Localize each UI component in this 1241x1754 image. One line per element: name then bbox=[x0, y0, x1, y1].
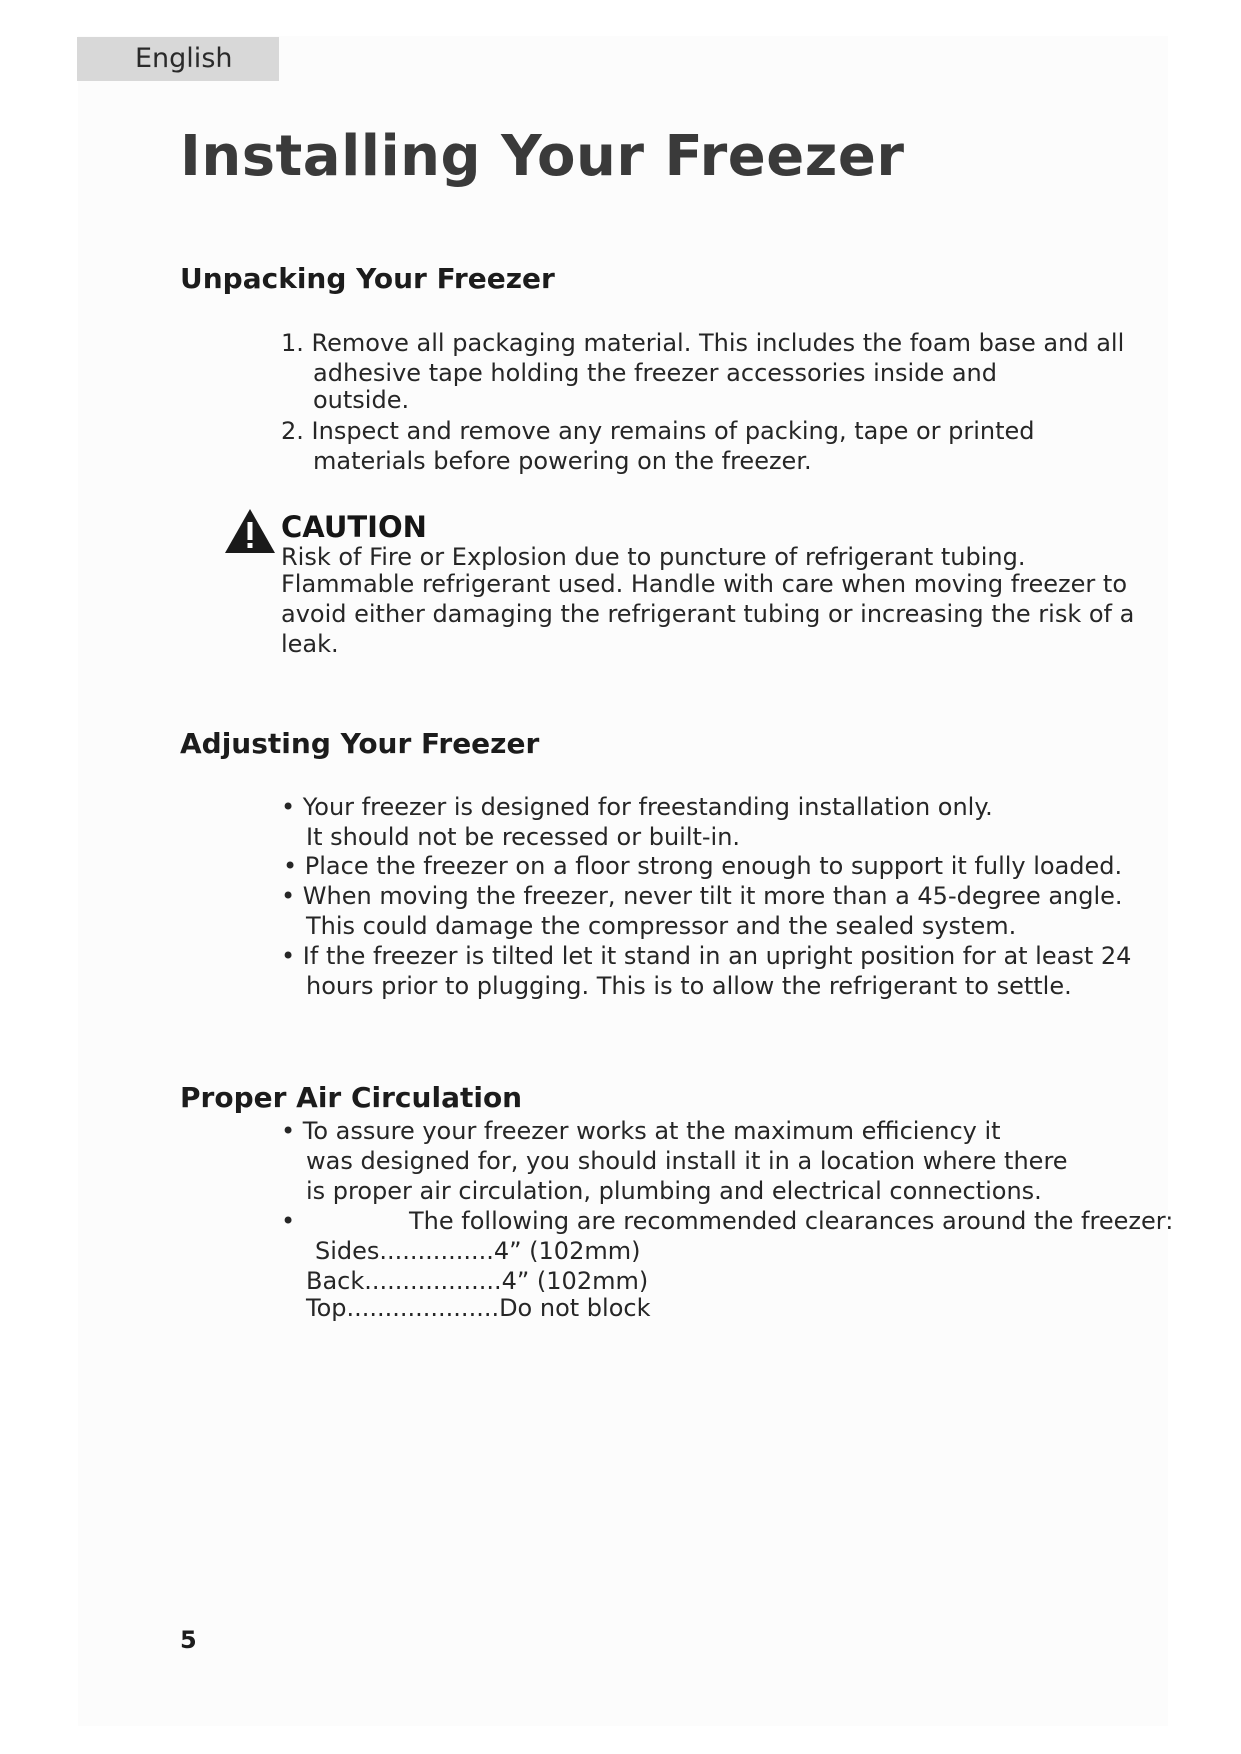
adjusting-bullet-3-line-2: This could damage the compressor and the sealed system. bbox=[306, 912, 1017, 940]
air-circulation-heading: Proper Air Circulation bbox=[180, 1081, 523, 1114]
adjusting-bullet-3-line-1: • When moving the freezer, never tilt it more than a 45-degree angle. bbox=[281, 882, 1123, 910]
unpacking-item-2-line-1: 2. Inspect and remove any remains of packing, tape or printed bbox=[281, 417, 1035, 445]
page-title: Installing Your Freezer bbox=[180, 124, 905, 189]
adjusting-bullet-4-line-2: hours prior to plugging. This is to allow the refrigerant to settle. bbox=[306, 972, 1072, 1000]
clearance-top: Top....................Do not block bbox=[306, 1294, 651, 1322]
adjusting-bullet-1-line-1: • Your freezer is designed for freestanding installation only. bbox=[281, 793, 993, 821]
caution-line-3: avoid either damaging the refrigerant tubing or increasing the risk of a bbox=[281, 600, 1135, 628]
unpacking-item-2-line-2: materials before powering on the freezer. bbox=[313, 447, 812, 475]
caution-line-1: Risk of Fire or Explosion due to puncture of refrigerant tubing. bbox=[281, 543, 1026, 571]
clearance-back: Back..................4” (102mm) bbox=[306, 1267, 649, 1295]
unpacking-heading: Unpacking Your Freezer bbox=[180, 262, 555, 295]
adjusting-bullet-2-line-1: • Place the freezer on a floor strong enough to support it fully loaded. bbox=[283, 852, 1123, 880]
air-bullet-2-text: The following are recommended clearances around the freezer: bbox=[409, 1207, 1174, 1235]
caution-line-4: leak. bbox=[281, 630, 339, 658]
adjusting-heading: Adjusting Your Freezer bbox=[180, 727, 540, 760]
air-bullet-2-marker: • bbox=[281, 1207, 296, 1235]
air-bullet-1-line-2: was designed for, you should install it in a location where there bbox=[306, 1147, 1068, 1175]
warning-triangle-icon bbox=[224, 508, 276, 554]
air-bullet-1-line-1: • To assure your freezer works at the maximum efficiency it bbox=[281, 1117, 1001, 1145]
adjusting-bullet-1-line-2: It should not be recessed or built-in. bbox=[306, 823, 741, 851]
unpacking-item-1-line-1: 1. Remove all packaging material. This includes the foam base and all bbox=[281, 329, 1125, 357]
unpacking-item-1-line-3: outside. bbox=[313, 386, 410, 414]
caution-line-2: Flammable refrigerant used. Handle with care when moving freezer to bbox=[281, 570, 1127, 598]
adjusting-bullet-4-line-1: • If the freezer is tilted let it stand in an upright position for at least 24 bbox=[281, 942, 1132, 970]
caution-label: CAUTION bbox=[281, 510, 427, 544]
unpacking-item-1-line-2: adhesive tape holding the freezer accessories inside and bbox=[313, 359, 997, 387]
air-bullet-1-line-3: is proper air circulation, plumbing and electrical connections. bbox=[306, 1177, 1042, 1205]
clearance-sides: Sides...............4” (102mm) bbox=[315, 1237, 641, 1265]
language-tab: English bbox=[77, 37, 279, 81]
page-number: 5 bbox=[180, 1626, 197, 1654]
